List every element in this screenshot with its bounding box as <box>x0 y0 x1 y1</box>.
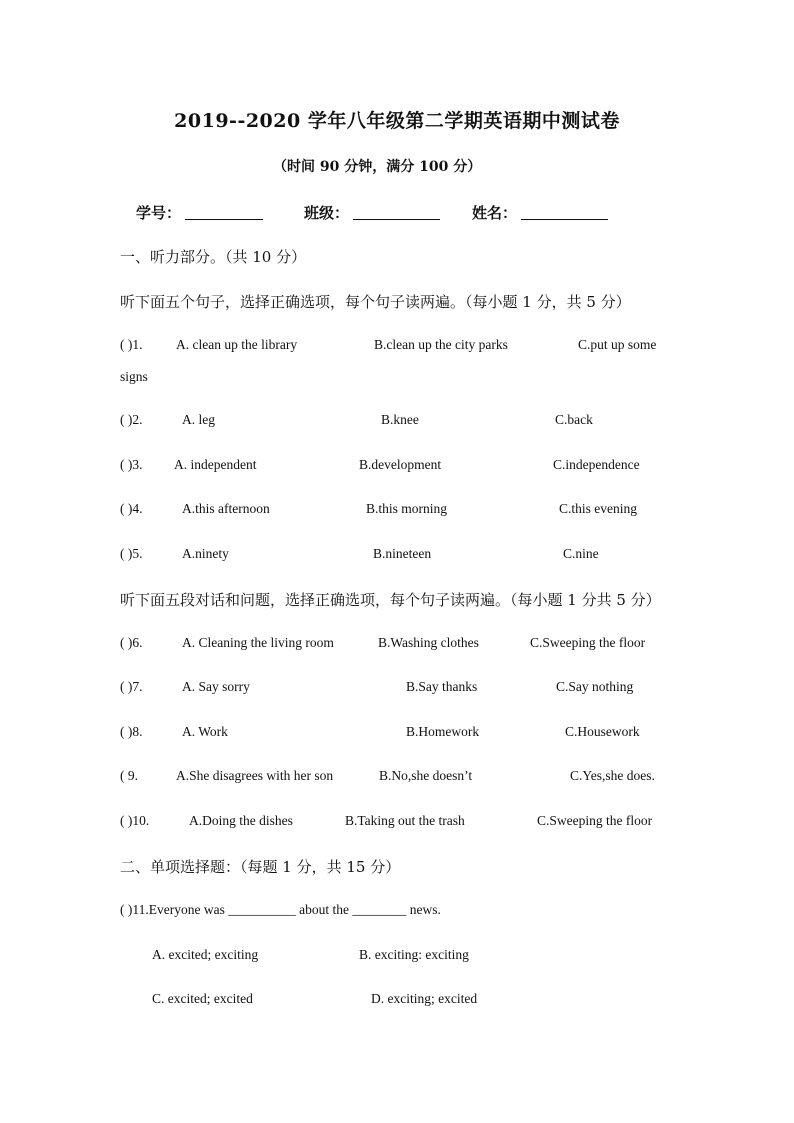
exam-subtitle: （时间 90 分钟，满分 100 分） <box>273 159 482 175</box>
q9-option-b: B.No,she doesn’t <box>379 768 473 783</box>
q1-option-b: B.clean up the city parks <box>374 337 508 352</box>
q10-option-c: C.Sweeping the floor <box>537 813 653 828</box>
q6-option-c: C.Sweeping the floor <box>530 635 646 650</box>
q2-option-a: A. leg <box>182 412 215 427</box>
q6-number: ( )6. <box>120 635 143 650</box>
q11-option-a: A. excited; exciting <box>152 947 259 962</box>
q3-option-a: A. independent <box>174 457 257 472</box>
q1-continuation: signs <box>120 369 148 384</box>
q7-option-c: C.Say nothing <box>556 679 634 694</box>
q5-number: ( )5. <box>120 546 143 561</box>
q5-option-a: A.ninety <box>182 546 229 561</box>
student-id-label: 学号： <box>136 204 182 222</box>
q5-option-b: B.nineteen <box>373 546 432 561</box>
name-blank[interactable] <box>521 219 608 220</box>
q10-option-b: B.Taking out the trash <box>345 813 465 828</box>
q11-stem: ( )11.Everyone was __________ about the ________ news. <box>120 902 441 917</box>
q8-option-c: C.Housework <box>565 724 640 739</box>
name-label: 姓名： <box>472 204 518 222</box>
q4-option-c: C.this evening <box>559 501 637 516</box>
q2-number: ( )2. <box>120 412 143 427</box>
q2-option-c: C.back <box>555 412 593 427</box>
q4-number: ( )4. <box>120 501 143 516</box>
section2-heading: 二、单项选择题：（每题 1 分，共 15 分） <box>120 858 401 876</box>
q1-option-c: C.put up some <box>578 337 657 352</box>
q11-option-b: B. exciting: exciting <box>359 947 469 962</box>
q4-option-b: B.this morning <box>366 501 448 516</box>
q1-number: ( )1. <box>120 337 143 352</box>
q11-option-c: C. excited; excited <box>152 991 253 1006</box>
q3-number: ( )3. <box>120 457 143 472</box>
q7-option-b: B.Say thanks <box>406 679 478 694</box>
q2-option-b: B.knee <box>381 412 419 427</box>
section1-heading: 一、听力部分。（共 10 分） <box>120 248 307 266</box>
student-id-blank[interactable] <box>185 219 263 220</box>
q7-option-a: A. Say sorry <box>182 679 250 694</box>
q4-option-a: A.this afternoon <box>182 501 270 516</box>
q8-option-b: B.Homework <box>406 724 480 739</box>
q5-option-c: C.nine <box>563 546 599 561</box>
q8-option-a: A. Work <box>182 724 228 739</box>
part1-instruction: 听下面五个句子，选择正确选项，每个句子读两遍。（每小题 1 分，共 5 分） <box>120 293 631 311</box>
q10-number: ( )10. <box>120 813 150 828</box>
q9-option-a: A.She disagrees with her son <box>176 768 334 783</box>
q11-option-d: D. exciting; excited <box>371 991 478 1006</box>
q9-number: ( 9. <box>120 768 138 783</box>
part2-instruction: 听下面五段对话和问题，选择正确选项，每个句子读两遍。（每小题 1 分共 5 分） <box>120 591 661 609</box>
q8-number: ( )8. <box>120 724 143 739</box>
q10-option-a: A.Doing the dishes <box>189 813 293 828</box>
q1-option-a: A. clean up the library <box>176 337 298 352</box>
q7-number: ( )7. <box>120 679 143 694</box>
q9-option-c: C.Yes,she does. <box>570 768 655 783</box>
q3-option-b: B.development <box>359 457 442 472</box>
class-label: 班级： <box>304 204 350 222</box>
exam-title: 2019--2020 学年八年级第二学期英语期中测试卷 <box>174 110 620 132</box>
q6-option-b: B.Washing clothes <box>378 635 479 650</box>
class-blank[interactable] <box>353 219 440 220</box>
q3-option-c: C.independence <box>553 457 640 472</box>
q6-option-a: A. Cleaning the living room <box>182 635 334 650</box>
